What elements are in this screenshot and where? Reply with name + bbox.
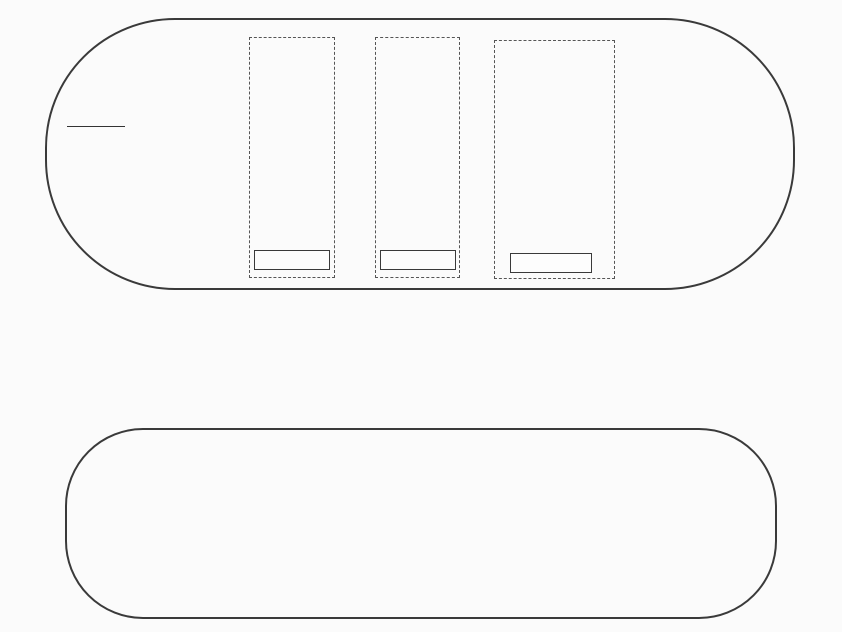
fraction-denominator [67,127,125,129]
evaluation-model-panel [45,18,795,290]
four-characteristics-box [249,37,335,278]
seven-elements-caption [380,250,456,270]
ratio-fraction [67,124,125,129]
influence-coefficient-caption [510,253,592,273]
seven-elements-box [375,37,460,278]
influence-matrix-box [494,40,615,279]
four-characteristics-caption [254,250,330,270]
stakeholders-panel [65,428,777,619]
